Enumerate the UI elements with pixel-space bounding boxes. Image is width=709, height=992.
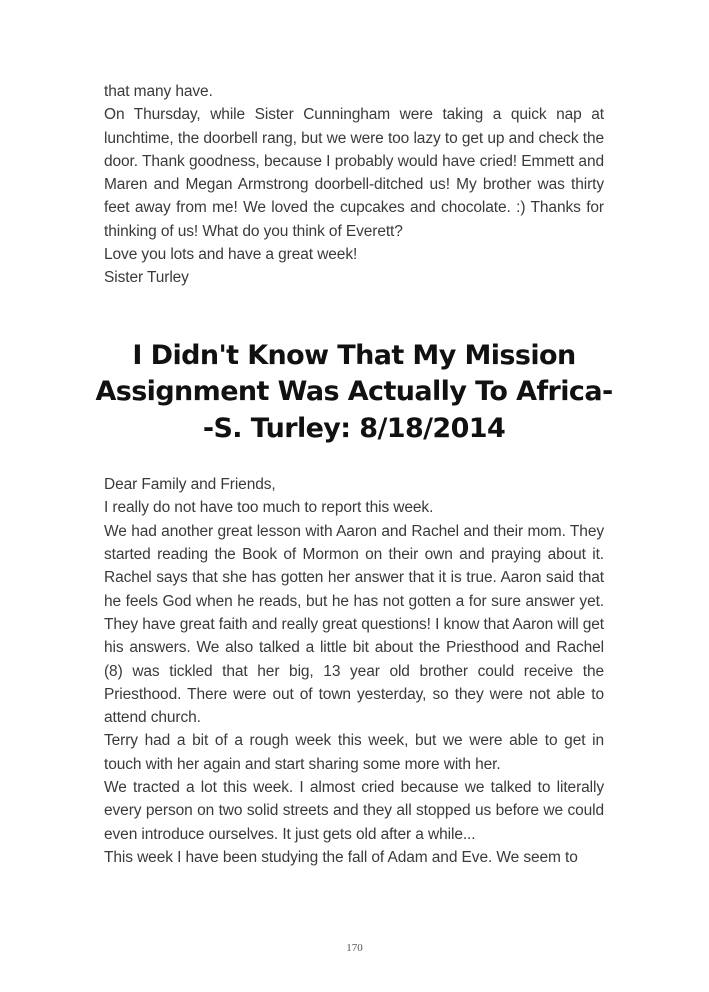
- body-paragraph: This week I have been studying the fall of Adam and Eve. We seem to: [104, 848, 578, 866]
- page-number: 170: [346, 942, 363, 954]
- chapter-title: I Didn't Know That My Mission Assignment Was Actually To Africa--S. Turley: 8/18/2014: [95, 339, 613, 444]
- body-paragraph: that many have.: [104, 83, 213, 100]
- signature: Sister Turley: [104, 269, 189, 287]
- closing-line: Love you lots and have a great week!: [104, 246, 358, 264]
- body-paragraph: We had another great lesson with Aaron and Rachel and their mom. They started reading the Book of Mormon on their own and praying about it. Rachel says that she has gotten her answer that it is true. Aaron said that he feels God when he reads, but he has not gotten a for sure answer yet. They have great faith and really great questions! I know that Aaron will get his answers. We also talked a little bit about the Priesthood and Rachel (8) was tickled that her big, 13 year old brother could receive the Priesthood. There were out of town yesterday, so they were not able to attend church.: [104, 522, 604, 727]
- salutation: Dear Family and Friends,: [104, 476, 276, 494]
- body-paragraph: We tracted a lot this week. I almost cried because we talked to literally every person on two solid streets and they all stopped us before we could even introduce ourselves. It just gets old after a while...: [104, 779, 604, 843]
- body-paragraph: I really do not have too much to report this week.: [104, 499, 434, 517]
- body-paragraph: On Thursday, while Sister Cunningham were taking a quick nap at lunchtime, the doorbell rang, but we were too lazy to get up and check the door. Thank goodness, because I probably would have cried! Emmett and Maren and Megan Armstrong doorbell-ditched us! My brother was thirty feet away from me! We loved the cupcakes and chocolate. :) Thanks for thinking of us! What do you think of Everett?: [104, 106, 604, 240]
- page-content: [95, 80, 613, 869]
- body-paragraph: Terry had a bit of a rough week this week, but we were able to get in touch with her again and start sharing some more with her.: [104, 732, 604, 773]
